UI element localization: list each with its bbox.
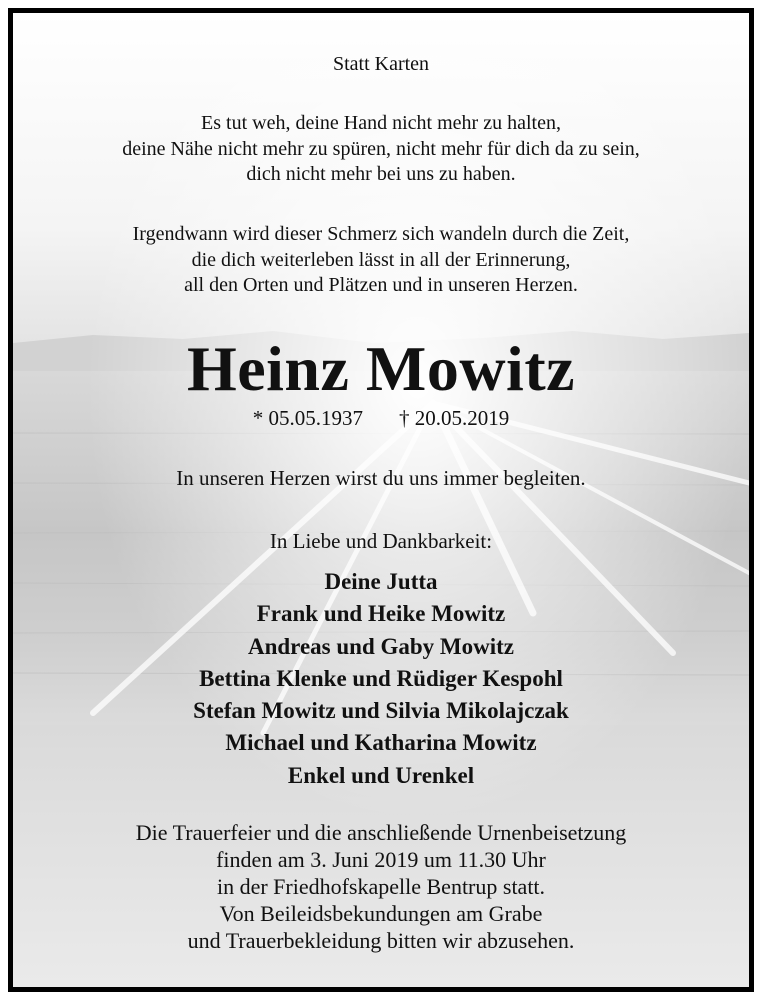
poem-line: die dich weiterleben lässt in all der Erinnerung, xyxy=(191,248,571,271)
service-line: Von Beileidsbekundungen am Grabe xyxy=(219,901,543,926)
thanks-heading: In Liebe und Dankbarkeit: xyxy=(269,529,493,553)
obituary-frame xyxy=(8,8,754,992)
poem-line: Es tut weh, deine Hand nicht mehr zu halten, xyxy=(201,112,561,134)
poem-stanza-2 xyxy=(13,222,749,299)
service-line: finden am 3. Juni 2019 um 11.30 Uhr xyxy=(216,847,546,872)
poem-line: dich nicht mehr bei uns zu haben. xyxy=(246,163,516,185)
mourner-name: Enkel und Urenkel xyxy=(287,762,475,788)
poem-line: Irgendwann wird dieser Schmerz sich wandeln durch die Zeit, xyxy=(132,223,630,245)
poem-stanza-1 xyxy=(13,111,749,188)
life-dates xyxy=(13,405,749,431)
mourner-name: Bettina Klenke und Rüdiger Kespohl xyxy=(199,665,563,691)
service-line: Die Trauerfeier und die anschließende Urnenbeisetzung xyxy=(135,820,627,845)
mourners-list xyxy=(13,566,749,792)
service-details xyxy=(13,819,749,954)
mourner-name: Stefan Mowitz und Silvia Mikolajczak xyxy=(193,698,569,724)
mourner-name: Deine Jutta xyxy=(324,569,438,594)
service-line: und Trauerbekleidung bitten wir abzusehen. xyxy=(187,928,575,953)
obituary-content xyxy=(13,13,749,987)
deceased-name: Heinz Mowitz xyxy=(186,333,576,404)
mourner-name: Michael und Katharina Mowitz xyxy=(225,730,537,756)
service-line: in der Friedhofskapelle Bentrup statt. xyxy=(216,874,546,899)
mourner-name: Andreas und Gaby Mowitz xyxy=(247,633,515,659)
memorial-quote: In unseren Herzen wirst du uns immer begleiten. xyxy=(176,466,586,490)
birth-date: * 05.05.1937 xyxy=(252,406,363,430)
poem-line: deine Nähe nicht mehr zu spüren, nicht mehr für dich da zu sein, xyxy=(122,137,640,160)
intro-text: Statt Karten xyxy=(332,53,430,75)
poem-line: all den Orten und Plätzen und in unseren Herzen. xyxy=(184,274,578,296)
death-date: † 20.05.2019 xyxy=(399,406,510,430)
mourner-name: Frank und Heike Mowitz xyxy=(256,601,506,627)
